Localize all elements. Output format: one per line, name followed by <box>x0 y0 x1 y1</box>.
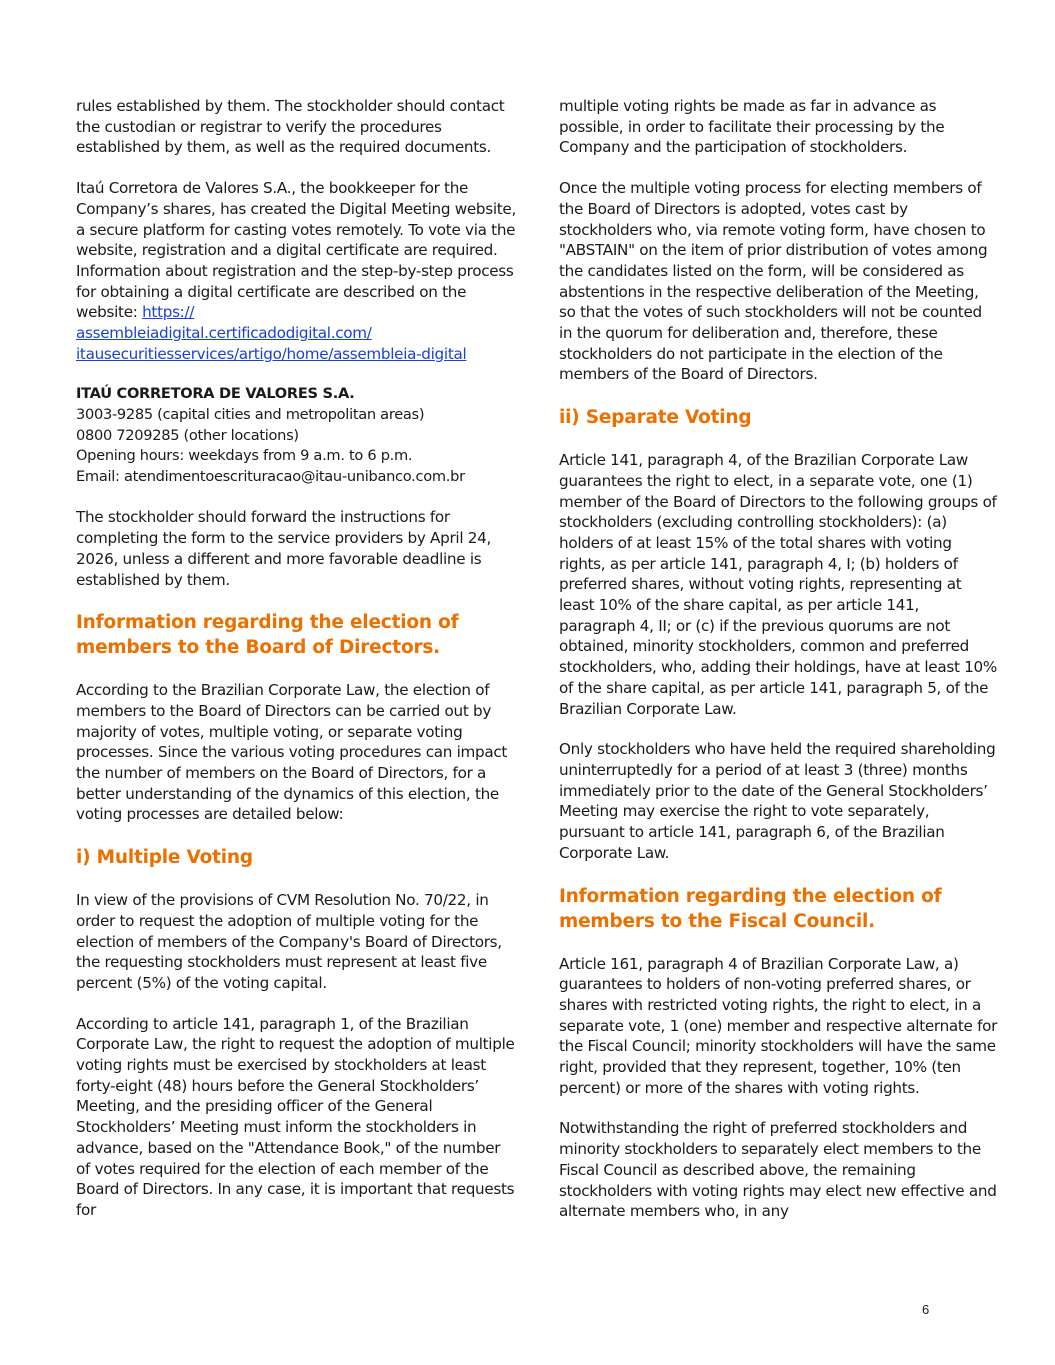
paragraph-abstain-votes: Once the multiple voting process for electing members of the Board of Directors is adopted, votes cast by stockholders who, via remote voting form, have chosen to "ABSTAIN" on the item of prior distribution of votes among the candidates listed on the form, will be considered as abstentions in the respective deliberation of the Meeting, so that the votes of such stockholders will not be counted in the quorum for deliberation and, therefore, these stockholders do not participate in the election of the members of the Board of Directors. <box>559 179 988 384</box>
left-column <box>76 96 516 1241</box>
heading-multiple-voting: i) Multiple Voting <box>76 847 253 869</box>
contact-phone-other: 0800 7209285 (other locations) <box>76 426 299 444</box>
paragraph-forward-instructions: The stockholder should forward the instructions for completing the form to the service providers by April 24, 2026, unless a different and more favorable deadline is established by them. <box>76 508 492 589</box>
contact-email: Email: atendimentoescrituracao@itau-unibanco.com.br <box>76 467 465 485</box>
heading-fiscal-council: Information regarding the election of members to the Fiscal Council. <box>559 885 942 932</box>
digital-meeting-link[interactable]: https:// assembleiadigital.certificadodigital.com/ itausecuritiesservices/artigo/home/assembleia-digital <box>76 303 467 363</box>
contact-phone-capitals: 3003-9285 (capital cities and metropolitan areas) <box>76 406 425 424</box>
paragraph-stockholder-contact-custodian: rules established by them. The stockholder should contact the custodian or registrar to verify the procedures established by them, as well as the required documents. <box>76 97 505 157</box>
contact-block <box>76 384 516 487</box>
contact-company: ITAÚ CORRETORA DE VALORES S.A. <box>76 385 355 403</box>
heading-board-election: Information regarding the election of members to the Board of Directors. <box>76 612 459 659</box>
paragraph-article-161: Article 161, paragraph 4 of Brazilian Corporate Law, a) guarantees to holders of non-voting preferred shares, or shares with restricted voting rights, the right to elect, in a separate vote, 1 (one) member and respective alternate for the Fiscal Council; minority stockholders will have the same right, provided that they represent, together, 10% (ten percent) or more of the shares with voting rights. <box>559 954 998 1097</box>
heading-separate-voting: ii) Separate Voting <box>559 407 752 429</box>
page-number: 6 <box>922 1302 930 1317</box>
paragraph-article-141-p4: Article 141, paragraph 4, of the Brazilian Corporate Law guarantees the right to elect, in a separate vote, one (1) member of the Board of Directors to the following groups of stockholders (excluding controlling stockholders): (a) holders of at least 15% of the total shares with voting rights, as per article 141, paragraph 4, I; (b) holders of preferred shares, without voting rights, representing at least 10% of the share capital, as per article 141, paragraph 4, II; or (c) if the previous quorums are not obtained, minority stockholders, common and preferred stockholders, who, adding their holdings, have at least 10% of the share capital, as per article 141, paragraph 5, of the Brazilian Corporate Law. <box>559 451 997 718</box>
contact-hours: Opening hours: weekdays from 9 a.m. to 6 p.m. <box>76 447 413 465</box>
paragraph-shareholding-period: Only stockholders who have held the required shareholding uninterruptedly for a period of at least 3 (three) months immediately prior to the date of the General Stockholders’ Meeting may exercise the right to vote separately, pursuant to article 141, paragraph 6, of the Brazilian Corporate Law. <box>559 740 996 862</box>
paragraph-multiple-voting-advance: multiple voting rights be made as far in advance as possible, in order to facilitate their processing by the Company and the participation of stockholders. <box>559 97 945 157</box>
digital-meeting-text: Itaú Corretora de Valores S.A., the bookkeeper for the Company’s shares, has created the Digital Meeting website, a secure platform for casting votes remotely. To vote via the website, registration and a digital certificate are required. Information about registration and the step-by-step process for obtaining a digital certificate are described on the website: <box>76 179 516 322</box>
paragraph-cvm-resolution: In view of the provisions of CVM Resolution No. 70/22, in order to request the adoption of multiple voting for the election of members of the Company's Board of Directors, the requesting stockholders must represent at least five percent (5%) of the voting capital. <box>76 891 502 992</box>
paragraph-board-election: According to the Brazilian Corporate Law, the election of members to the Board of Directors can be carried out by majority of votes, multiple voting, or separate voting processes. Since the various voting procedures can impact the number of members on the Board of Directors, for a better understanding of the dynamics of this election, the voting processes are detailed below: <box>76 681 508 824</box>
right-column <box>559 96 999 1242</box>
paragraph-notwithstanding: Notwithstanding the right of preferred stockholders and minority stockholders to separately elect members to the Fiscal Council as described above, the remaining stockholders with voting rights may elect new effective and alternate members who, in any <box>559 1119 997 1221</box>
paragraph-article-141-p1: According to article 141, paragraph 1, of the Brazilian Corporate Law, the right to request the adoption of multiple voting rights must be exercised by stockholders at least forty-eight (48) hours before the General Stockholders’ Meeting, and the presiding officer of the General Stockholders’ Meeting must inform the stockholders in advance, based on the "Attendance Book," of the number of votes required for the election of each member of the Board of Directors. In any case, it is important that requests for <box>76 1014 515 1219</box>
paragraph-digital-meeting <box>76 178 516 364</box>
